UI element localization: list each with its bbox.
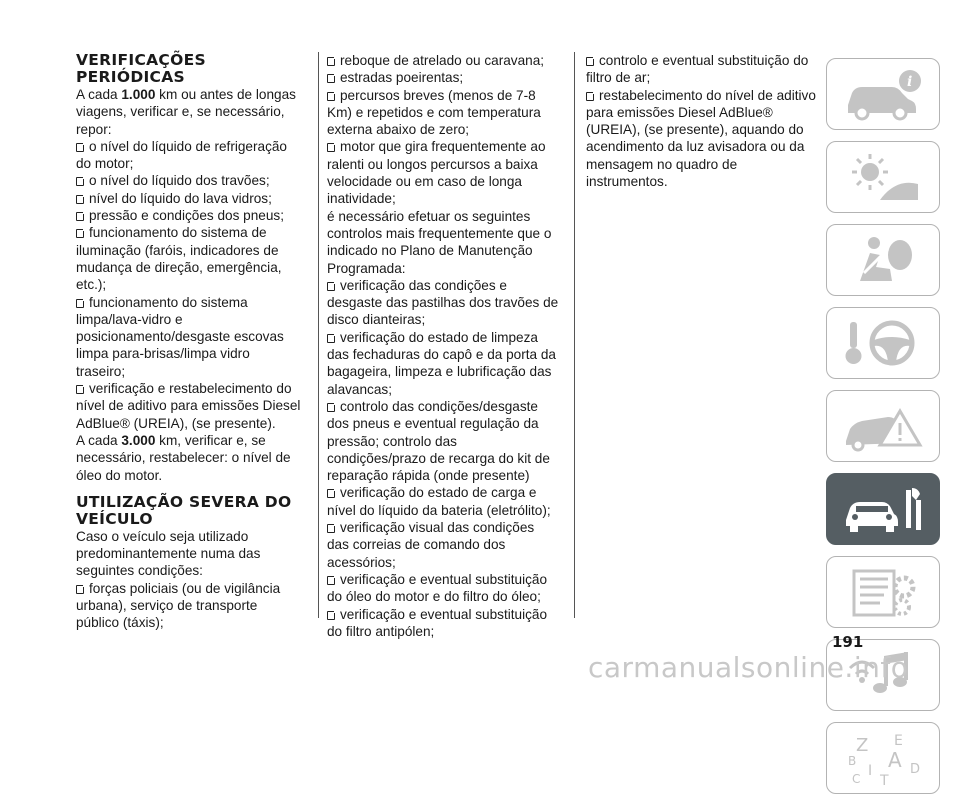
watermark-text: carmanualsonline.info [588, 651, 909, 684]
checkbox-bullet-icon [76, 585, 84, 594]
list-item: verificação visual das condições das correias de comando dos acessórios; [327, 520, 535, 570]
checkbox-bullet-icon [76, 385, 84, 394]
tab-airbag-seat[interactable] [826, 224, 940, 296]
list-item: o nível do líquido de refrigeração do motor; [76, 138, 287, 172]
car-warning-icon [840, 399, 926, 453]
heading-severe-use: UTILIZAÇÃO SEVERA DO VEÍCULO [76, 492, 292, 528]
conditions-list [76, 580, 302, 632]
dashboard-lights-icon [840, 150, 926, 204]
list-item: nível do líquido do lava vidros; [76, 190, 302, 207]
tab-car-warning[interactable] [826, 390, 940, 462]
severe-use-paragraph: Caso o veículo seja utilizado predominantemente numa das seguintes condições: [76, 528, 261, 579]
checkbox-bullet-icon [327, 524, 335, 533]
tab-maintenance[interactable] [826, 473, 940, 545]
list-item: o nível do líquido dos travões; [76, 172, 302, 189]
column-1 [76, 52, 302, 632]
svg-text:i: i [907, 74, 913, 90]
controls-list [327, 277, 559, 640]
index-letter: I [868, 763, 873, 779]
controls-list-continued [586, 52, 818, 190]
oil-paragraph: A cada 3.000 km, verificar e, se necessário, restabelecer: o nível de óleo do motor. [76, 432, 291, 483]
checkbox-bullet-icon [327, 57, 335, 66]
car-info-icon [840, 67, 926, 121]
tab-car-info[interactable] [826, 58, 940, 130]
specs-gear-icon [840, 565, 926, 619]
index-letter: B [848, 754, 857, 768]
index-letter: T [880, 773, 889, 785]
list-item: verificação e eventual substituição do filtro antipólen; [327, 606, 548, 639]
list-item: verificação do estado de limpeza das fechaduras do capô e da porta da bagageira, limpeza e lubrificação das alavancas; [327, 329, 556, 397]
index-letter: E [894, 733, 903, 749]
tab-dashboard-lights[interactable] [826, 141, 940, 213]
list-item: controlo e eventual substituição do filtro de ar; [586, 53, 809, 86]
checkbox-bullet-icon [76, 299, 84, 308]
list-item: restabelecimento do nível de aditivo para emissões Diesel AdBlue® (UREIA), (se presente), aquando do acendimento da luz avisadora ou da mensagem no quadro de instrumentos. [586, 87, 816, 190]
list-item: percursos breves (menos de 7-8 Km) e repetidos e com temperatura externa abaixo de zero; [327, 87, 541, 138]
checkbox-bullet-icon [76, 229, 84, 238]
index-letter: C [852, 772, 861, 785]
index-letter: A [888, 748, 902, 772]
checkbox-bullet-icon [76, 143, 84, 152]
checkbox-bullet-icon [327, 74, 335, 83]
tab-key-steering[interactable] [826, 307, 940, 379]
key-steering-wheel-icon [840, 316, 926, 370]
checkbox-bullet-icon [586, 92, 594, 101]
checkbox-bullet-icon [327, 576, 335, 585]
list-item: controlo das condições/desgaste dos pneus e eventual regulação da pressão; controlo das condições/prazo de recarga do kit de reparação rápida (onde presente) [327, 398, 550, 484]
heading-periodic-checks: VERIFICAÇÕES PERIÓDICAS [76, 51, 206, 86]
tab-alphabetical-index[interactable] [826, 722, 940, 794]
page-number: 191 [832, 633, 864, 651]
checkbox-bullet-icon [76, 177, 84, 186]
alphabet-index-icon [840, 731, 926, 785]
list-item: verificação e restabelecimento do nível de aditivo para emissões Diesel AdBlue® (UREIA), (se presente). [76, 381, 301, 431]
list-item: verificação e eventual substituição do óleo do motor e do filtro do óleo; [327, 571, 548, 605]
checks-list [76, 138, 302, 432]
list-item: pressão e condições dos pneus; [76, 207, 302, 224]
checkbox-bullet-icon [327, 92, 335, 101]
checkbox-bullet-icon [327, 143, 335, 152]
list-item: forças policiais (ou de vigilância urbana), serviço de transporte público (táxis); [76, 580, 281, 631]
tab-specifications[interactable] [826, 556, 940, 628]
list-item: reboque de atrelado ou caravana; [327, 52, 559, 69]
list-item: motor que gira frequentemente ao ralenti ou longos percursos a baixa velocidade ou em caso de longa inatividade; [327, 139, 546, 207]
checkbox-bullet-icon [327, 403, 335, 412]
column-divider-2 [574, 52, 575, 618]
list-item: estradas poeirentas; [327, 69, 559, 86]
list-item: verificação do estado de carga e nível do líquido da bateria (eletrólito); [327, 485, 551, 518]
checkbox-bullet-icon [327, 282, 335, 291]
checkbox-bullet-icon [327, 334, 335, 343]
checkbox-bullet-icon [327, 611, 335, 620]
airbag-seat-icon [840, 233, 926, 287]
checkbox-bullet-icon [76, 212, 84, 221]
list-item: funcionamento do sistema limpa/lava-vidro e posicionamento/desgaste escovas limpa para-brisas/limpa vidro traseiro; [76, 294, 284, 379]
list-item: funcionamento do sistema de iluminação (faróis, indicadores de mudança de direção, emergência, etc.); [76, 225, 282, 293]
controls-paragraph: é necessário efetuar os seguintes controlos mais frequentemente que o indicado no Plano de Manutenção Programada: [327, 208, 552, 276]
section-tabs [826, 58, 942, 805]
conditions-list-continued [327, 52, 559, 208]
index-letter: D [910, 762, 921, 777]
intro-paragraph: A cada 1.000 km ou antes de longas viagens, verificar e, se necessário, repor: [76, 87, 296, 137]
index-letter: Z [856, 735, 869, 756]
list-item: verificação das condições e desgaste das pastilhas dos travões de disco dianteiras; [327, 277, 559, 328]
column-2 [327, 52, 559, 640]
checkbox-bullet-icon [586, 57, 594, 66]
checkbox-bullet-icon [76, 195, 84, 204]
column-divider-1 [318, 52, 319, 618]
column-3 [586, 52, 818, 190]
car-wrench-icon [840, 482, 926, 536]
checkbox-bullet-icon [327, 489, 335, 498]
